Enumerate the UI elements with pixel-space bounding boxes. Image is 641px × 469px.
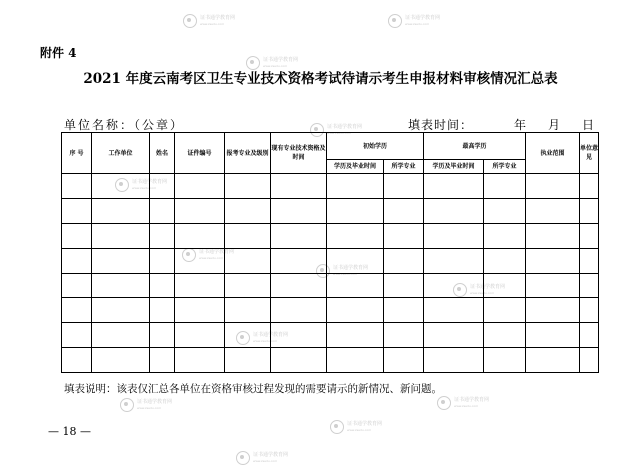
table-cell[interactable] [92,198,150,223]
watermark-text: 证书通学教育网 [199,249,235,255]
table-cell[interactable] [92,323,150,348]
table-cell[interactable] [580,248,599,273]
header-seq: 序 号 [62,133,92,174]
watermark-seal-icon [437,396,451,410]
table-cell[interactable] [327,298,384,323]
table-cell[interactable] [62,323,92,348]
table-cell[interactable] [62,198,92,223]
table-cell[interactable] [62,223,92,248]
table-cell[interactable] [526,348,580,373]
table-cell[interactable] [384,174,424,199]
table-cell[interactable] [424,198,484,223]
header-current-title: 现有专业技术资格及时间 [271,133,327,174]
watermark-seal-icon [236,451,250,465]
table-cell[interactable] [526,298,580,323]
watermark-text: 证书通学教育网 [200,15,236,21]
watermark [388,14,440,28]
table-cell[interactable] [175,174,225,199]
subheader-highest-degree-time: 学历及毕业时间 [424,160,484,174]
watermark-url: www.zsedu.com [327,131,352,135]
table-cell[interactable] [484,174,526,199]
table-cell[interactable] [150,198,175,223]
watermark-url: www.zsedu.com [347,428,372,432]
table-cell[interactable] [271,198,327,223]
table-cell[interactable] [384,248,424,273]
watermark [437,396,489,410]
watermark-text: 证书通学教育网 [333,265,369,271]
subheader-highest-major: 所学专业 [484,160,526,174]
table-cell[interactable] [225,348,271,373]
table-cell[interactable] [271,248,327,273]
table-cell[interactable] [384,323,424,348]
table-cell[interactable] [484,198,526,223]
watermark-url: www.zsedu.com [263,64,288,68]
fill-time-label: 填表时间： [408,118,474,132]
table-cell[interactable] [271,223,327,248]
watermark-url: www.zsedu.com [470,291,495,295]
summary-table [61,132,599,373]
table-cell[interactable] [526,323,580,348]
table-cell[interactable] [327,223,384,248]
watermark-seal-icon [388,14,402,28]
subheader-initial-major: 所学专业 [384,160,424,174]
watermark-seal-icon [183,14,197,28]
table-cell[interactable] [175,323,225,348]
watermark-text: 证书通学教育网 [327,124,363,130]
header-initial-education: 初始学历 [327,133,424,160]
table-cell[interactable] [175,348,225,373]
month-label: 月 [548,118,561,132]
table-cell[interactable] [424,223,484,248]
unit-name-label: 单位名称：（公章） [64,118,185,132]
day-label: 日 [582,118,595,132]
table-cell[interactable] [580,273,599,298]
watermark-url: www.zsedu.com [454,404,479,408]
table-cell[interactable] [580,323,599,348]
watermark-url: www.zsedu.com [253,339,278,343]
watermark-seal-icon [330,420,344,434]
table-cell[interactable] [484,273,526,298]
table-cell[interactable] [92,348,150,373]
header-row [62,133,599,160]
table-row [62,198,599,223]
header-work-unit: 工作单位 [92,133,150,174]
table-cell[interactable] [271,174,327,199]
table-cell[interactable] [92,298,150,323]
table-cell[interactable] [327,198,384,223]
table-cell[interactable] [150,174,175,199]
watermark [330,420,382,434]
watermark [183,14,235,28]
table-cell[interactable] [150,298,175,323]
table-cell[interactable] [526,198,580,223]
watermark-text: 证书通学教育网 [132,179,168,185]
table-cell[interactable] [424,323,484,348]
table-cell[interactable] [92,273,150,298]
table-cell[interactable] [384,273,424,298]
watermark-url: www.zsedu.com [200,22,225,26]
table-cell[interactable] [62,174,92,199]
table-cell[interactable] [150,223,175,248]
table-cell[interactable] [150,273,175,298]
table-cell[interactable] [526,223,580,248]
watermark-text: 证书通学教育网 [347,421,383,427]
table-cell[interactable] [484,223,526,248]
table-cell[interactable] [580,174,599,199]
table-cell[interactable] [384,223,424,248]
table-cell[interactable] [92,248,150,273]
table-cell[interactable] [225,223,271,248]
watermark-url: www.zsedu.com [405,22,430,26]
table-cell[interactable] [225,298,271,323]
table-cell[interactable] [580,223,599,248]
table-cell[interactable] [225,174,271,199]
header-applied-major: 报考专业及级别 [225,133,271,174]
fill-instructions: 填表说明：该表仅汇总各单位在资格审核过程发现的需要请示的新情况、新问题。 [64,383,442,395]
table-cell[interactable] [327,273,384,298]
table-cell[interactable] [225,198,271,223]
table-cell[interactable] [424,273,484,298]
table-cell[interactable] [175,223,225,248]
table-cell[interactable] [424,174,484,199]
watermark-text: 证书通学教育网 [263,57,299,63]
page-number: — 18 — [48,425,91,438]
table-row [62,298,599,323]
watermark-url: www.zsedu.com [132,186,157,190]
table-cell[interactable] [384,348,424,373]
table-cell[interactable] [62,273,92,298]
attachment-label: 附件 4 [40,46,77,60]
table-cell[interactable] [225,273,271,298]
table-cell[interactable] [271,273,327,298]
header-highest-education: 最高学历 [424,133,526,160]
table-cell[interactable] [424,348,484,373]
table-cell[interactable] [484,348,526,373]
table-cell[interactable] [92,174,150,199]
table-cell[interactable] [526,248,580,273]
table-cell[interactable] [175,198,225,223]
watermark-seal-icon [120,398,134,412]
table-cell[interactable] [175,248,225,273]
watermark-text: 证书通学教育网 [253,332,289,338]
table-cell[interactable] [526,174,580,199]
table-cell[interactable] [526,273,580,298]
table-cell[interactable] [424,298,484,323]
table-cell[interactable] [327,174,384,199]
table-cell[interactable] [62,248,92,273]
table-row [62,248,599,273]
year-label: 年 [514,118,527,132]
watermark-text: 证书通学教育网 [253,452,289,458]
table-cell[interactable] [175,273,225,298]
table-row [62,273,599,298]
table-cell[interactable] [62,348,92,373]
table-cell[interactable] [384,298,424,323]
table-cell[interactable] [327,248,384,273]
header-name: 姓名 [150,133,175,174]
table-cell[interactable] [271,348,327,373]
table-row [62,174,599,199]
table-cell[interactable] [580,198,599,223]
table-row [62,323,599,348]
watermark-text: 证书通学教育网 [454,397,490,403]
table-cell[interactable] [384,198,424,223]
table-cell[interactable] [327,348,384,373]
watermark-url: www.zsedu.com [253,459,278,463]
table-cell[interactable] [271,298,327,323]
table-cell[interactable] [150,323,175,348]
table-cell[interactable] [484,323,526,348]
table-cell[interactable] [580,348,599,373]
watermark-text: 证书通学教育网 [470,284,506,290]
table-row [62,348,599,373]
table-cell[interactable] [175,298,225,323]
page-title: 2021 年度云南考区卫生专业技术资格考试待请示考生申报材料审核情况汇总表 [83,71,558,87]
watermark-url: www.zsedu.com [137,406,162,410]
header-practice-scope: 执业范围 [526,133,580,174]
watermark [236,451,288,465]
watermark [120,398,172,412]
table-cell[interactable] [271,323,327,348]
table-cell[interactable] [225,323,271,348]
table-cell[interactable] [424,248,484,273]
table-cell[interactable] [150,348,175,373]
header-unit-opinion: 单位意见 [580,133,599,174]
table-cell[interactable] [484,298,526,323]
table-row [62,223,599,248]
watermark-url: www.zsedu.com [333,272,358,276]
table-cell[interactable] [62,298,92,323]
table-cell[interactable] [327,323,384,348]
watermark-text: 证书通学教育网 [405,15,441,21]
table-cell[interactable] [92,223,150,248]
watermark-url: www.zsedu.com [199,256,224,260]
header-id-no: 证件编号 [175,133,225,174]
subheader-initial-degree-time: 学历及毕业时间 [327,160,384,174]
table-cell[interactable] [484,248,526,273]
table-cell[interactable] [150,248,175,273]
watermark-text: 证书通学教育网 [137,399,173,405]
table-cell[interactable] [225,248,271,273]
table-cell[interactable] [580,298,599,323]
